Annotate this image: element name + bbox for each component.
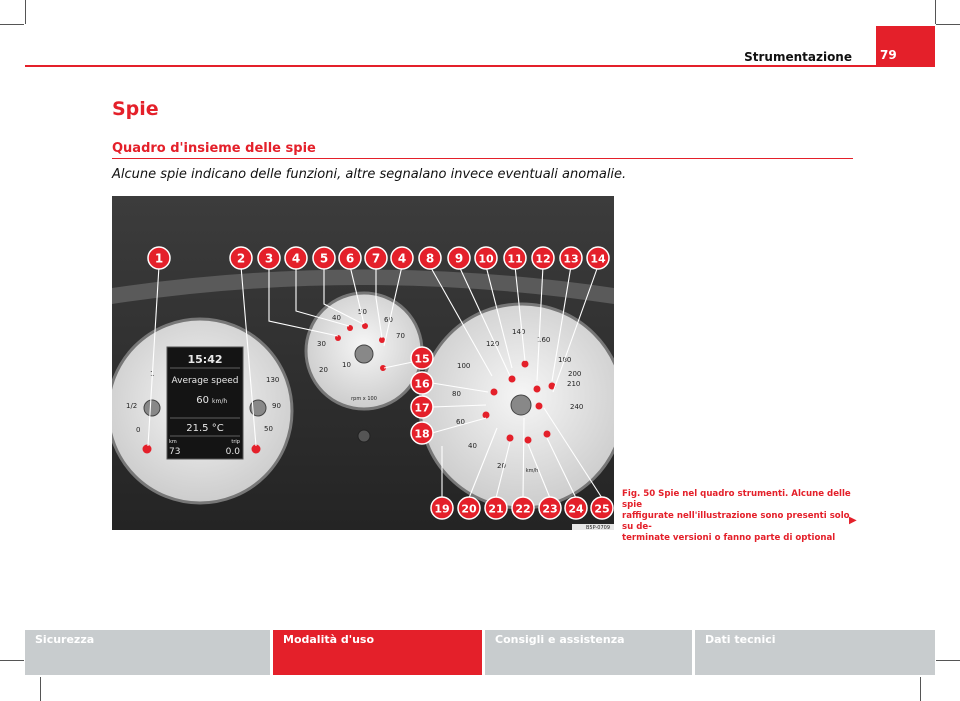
crop-mark [936, 660, 960, 661]
continue-arrow-icon: ▶ [849, 515, 857, 526]
header-rule [25, 65, 935, 67]
callout-label: 18 [414, 427, 430, 441]
callout-label: 9 [454, 251, 464, 266]
speedo-warning-lamp [534, 386, 541, 393]
callout-label: 16 [414, 377, 430, 391]
speed-tick: 200 [568, 370, 582, 378]
crop-mark [935, 0, 936, 24]
subsection-rule [112, 158, 853, 159]
footer-tab-consigli-assistenza[interactable] [485, 630, 692, 675]
callout-label: 21 [488, 502, 504, 516]
callout-label: 1 [154, 251, 164, 266]
rpm-tick: 10 [342, 361, 351, 369]
display-mode: Average speed [171, 376, 239, 386]
speed-unit: km/h [525, 468, 539, 474]
subsection-title: Quadro d'insieme delle spie [112, 141, 316, 156]
footer-tab-label: Dati tecnici [705, 633, 776, 646]
display-time: 15:42 [187, 353, 223, 366]
intro-text: Alcune spie indicano delle funzioni, altre segnalano invece eventuali anomalie. [112, 167, 627, 182]
section-title: Spie [112, 98, 159, 120]
footer-tab-dati-tecnici[interactable] [695, 630, 935, 675]
crop-mark [25, 0, 26, 24]
speed-tick: 120 [486, 340, 500, 348]
speedo-warning-lamp [483, 412, 490, 419]
page-number: 79 [880, 48, 897, 62]
fuel-needle-hub [144, 400, 160, 416]
caption-line: terminate versioni o fanno parte di optional [622, 533, 836, 543]
crop-mark [0, 24, 24, 25]
callout-label: 17 [414, 401, 430, 415]
speedo-warning-lamp [509, 376, 516, 383]
speed-tick: 60 [456, 418, 465, 426]
display-trip-value: 0.0 [225, 447, 240, 457]
crop-mark [936, 24, 960, 25]
callout-label: 19 [434, 502, 450, 516]
display-speed-unit: km/h [212, 398, 228, 405]
display-odo-label: km [169, 439, 177, 445]
callout-label: 15 [414, 352, 430, 366]
callout-label: 4 [291, 251, 301, 266]
caption-line: Fig. 50 Spie nel quadro strumenti. Alcune delle spie [622, 489, 851, 510]
crop-mark [40, 677, 41, 701]
footer-tab-label: Consigli e assistenza [495, 633, 625, 646]
callout-label: 10 [478, 252, 494, 266]
speed-tick: 140 [512, 328, 526, 336]
rpm-unit: rpm x 100 [351, 396, 377, 402]
caption-line: raffigurate nell'illustrazione sono presenti solo su de- [622, 511, 850, 532]
footer-tab-sicurezza[interactable] [25, 630, 270, 675]
display-speed-value: 60 [196, 395, 209, 406]
rpm-tick: 50 [358, 308, 367, 316]
callout-label: 7 [371, 251, 381, 266]
rpm-tick: 70 [396, 332, 405, 340]
rpm-tick: 40 [332, 314, 341, 322]
footer-tab-label: Sicurezza [35, 633, 95, 646]
callout-label: 6 [345, 251, 355, 266]
callout-label: 4 [397, 251, 407, 266]
display-odo-value: 73 [169, 447, 181, 457]
callout-label: 12 [535, 252, 551, 266]
figure-caption [622, 489, 854, 544]
callout-label: 8 [425, 251, 435, 266]
fuel-mark-empty: 0 [136, 426, 141, 434]
warning-lamp-1 [143, 445, 152, 454]
speed-tick: 160 [537, 336, 551, 344]
callout-label: 22 [515, 502, 531, 516]
display-trip-label: trip [231, 439, 240, 445]
speed-tick: 100 [457, 362, 471, 370]
crop-mark [0, 660, 24, 661]
speed-tick: 240 [570, 403, 584, 411]
fuel-mark-half: 1/2 [126, 402, 138, 410]
callout-label: 24 [568, 502, 584, 516]
callout-label: 2 [236, 251, 246, 266]
callout-label: 20 [461, 502, 477, 516]
figure-code: B5P-0709 [585, 525, 610, 530]
rpm-needle-hub [355, 345, 373, 363]
temp-mark-50: 50 [264, 425, 273, 433]
running-title: Strumentazione [744, 50, 852, 64]
fuel-mark-full: 1 [150, 370, 155, 378]
callout-label: 25 [594, 502, 610, 516]
display-temperature: 21.5 °C [186, 423, 224, 434]
reset-knob [358, 430, 370, 442]
callout-label: 13 [563, 252, 579, 266]
speed-tick: 180 [558, 356, 572, 364]
speed-tick: 210 [567, 380, 581, 388]
rpm-tick: 60 [384, 316, 393, 324]
speed-tick: 40 [468, 442, 477, 450]
speed-needle-hub [511, 395, 531, 415]
speedo-warning-lamp [522, 361, 529, 368]
footer-tab-modalita-uso[interactable] [273, 630, 482, 675]
speedo-warning-lamp [491, 389, 498, 396]
temp-mark-130: 130 [266, 376, 280, 384]
temp-mark-90: 90 [272, 402, 281, 410]
callout-label: 3 [264, 251, 274, 266]
rpm-tick: 30 [317, 340, 326, 348]
speedo-warning-lamp [536, 403, 543, 410]
speed-tick: 20 [497, 462, 506, 470]
callout-label: 14 [590, 252, 606, 266]
speedo-warning-lamp [544, 431, 551, 438]
speedo-warning-lamp [525, 437, 532, 444]
callout-label: 5 [319, 251, 329, 266]
callout-label: 11 [507, 252, 523, 266]
footer-tab-label: Modalità d'uso [283, 633, 375, 646]
crop-mark [920, 677, 921, 701]
speed-tick: 80 [452, 390, 461, 398]
callout-label: 23 [542, 502, 558, 516]
speedo-warning-lamp [507, 435, 514, 442]
rpm-tick: 20 [319, 366, 328, 374]
instrument-cluster-figure [112, 196, 614, 530]
